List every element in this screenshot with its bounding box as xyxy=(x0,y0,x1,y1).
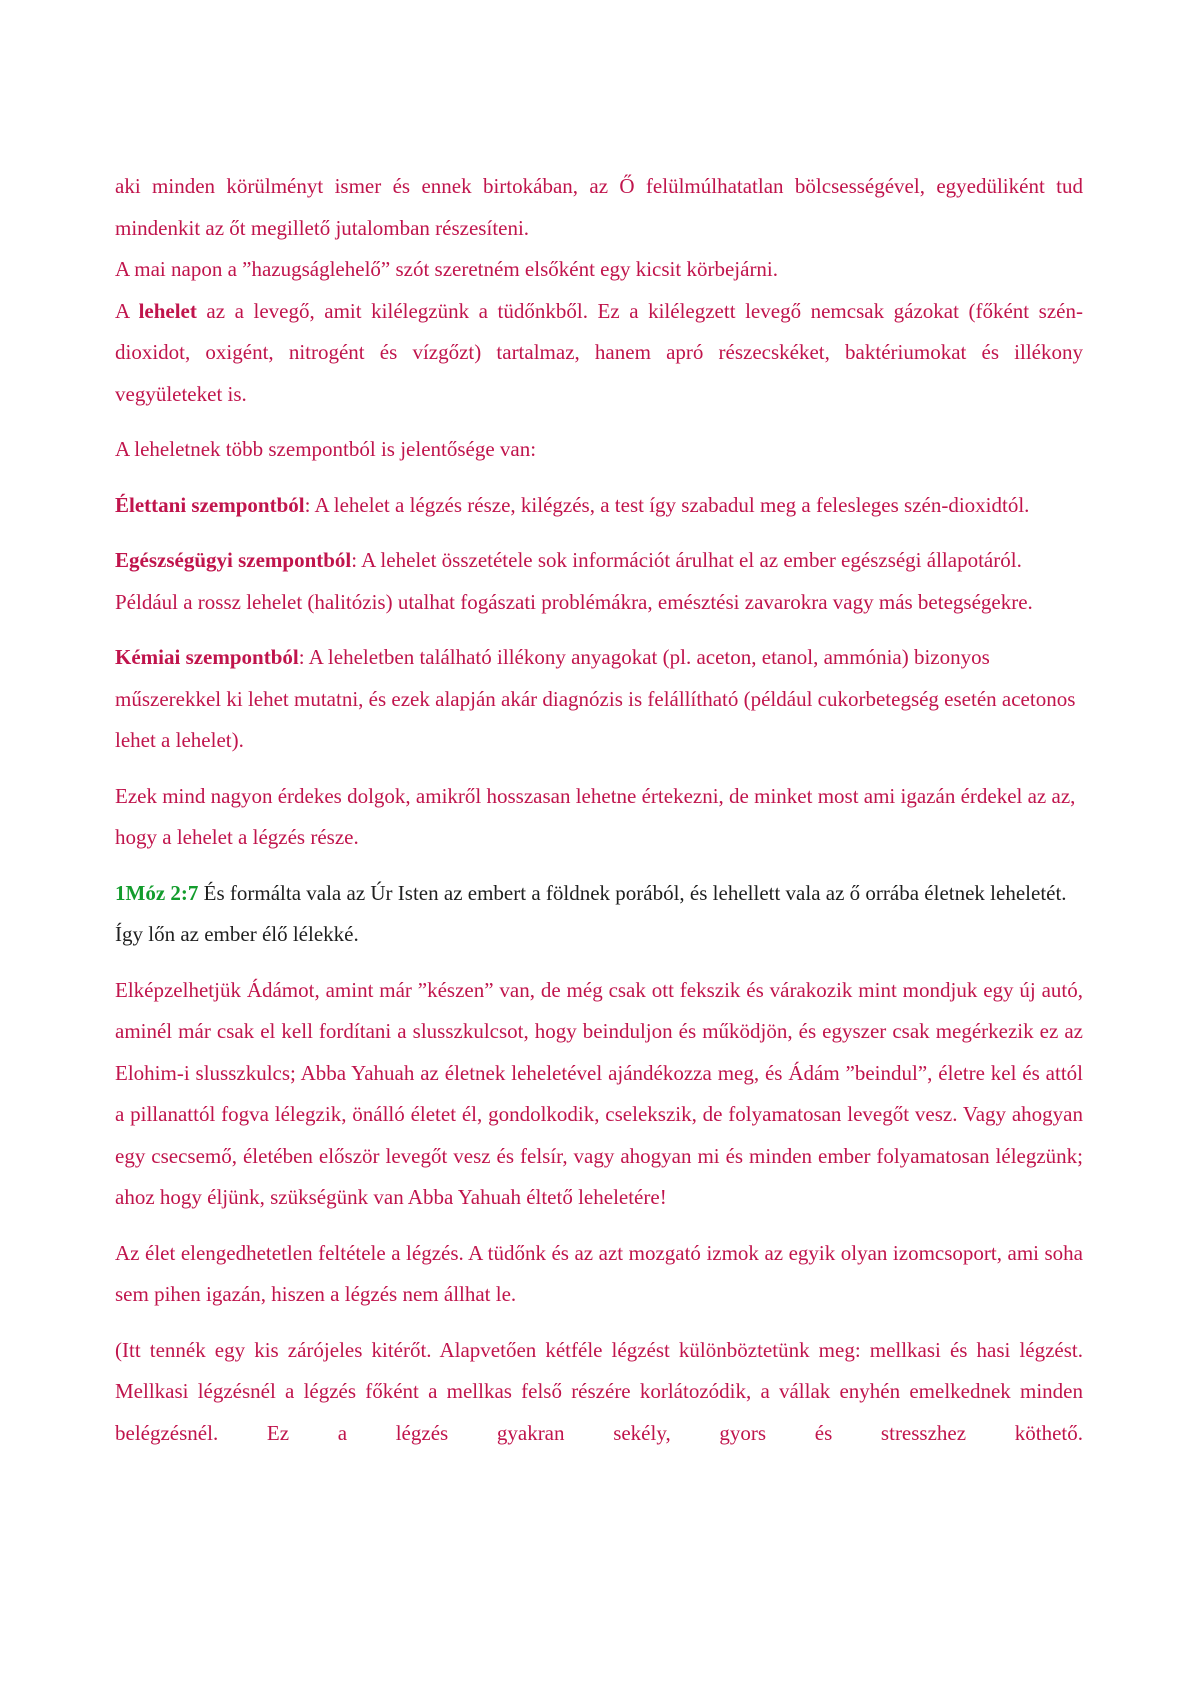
paragraph-lehelet-definition xyxy=(115,291,1083,416)
paragraph-topic: A mai napon a ”hazugságlehelő” szót szeretném elsőként egy kicsit körbejárni. xyxy=(115,257,779,281)
paragraph-significance: A leheletnek több szempontból is jelentősége van: xyxy=(115,437,537,461)
text-segment: A xyxy=(115,298,139,323)
heading-health: Egészségügyi szempontból xyxy=(115,548,352,572)
paragraph-digression: (Itt tennék egy kis zárójeles kitérőt. Alapvetően kétféle légzést különböztetünk meg: mellkasi és hasi légzést. Mellkasi légzésnél a légzés főként a mellkas felső részére korlátozódik, a vállak enyhén emelkednek minden belégzésnél. Ez a légzés gyakran sekély, gyors és stresszhez köthető. xyxy=(115,1337,1083,1445)
paragraph-breathing: Az élet elengedhetetlen feltétele a légzés. A tüdőnk és az azt mozgató izmok az egyik olyan izomcsoport, ami soha sem pihen igazán, hiszen a légzés nem állhat le. xyxy=(115,1240,1083,1306)
term-lehelet: lehelet xyxy=(138,298,197,323)
paragraph-scripture xyxy=(115,873,1083,956)
paragraph-adam: Elképzelhetjük Ádámot, amint már ”készen” van, de még csak ott fekszik és várakozik mint mondjuk egy új autó, aminél már csak el kell fordítani a slusszkulcsot, hogy beinduljon és működjön, és egyszer csak megérkezik ez az Elohim-i slusszkulcs; Abba Yahuah az életnek leheletével ajándékozza meg, és Ádám ”beindul”, életre kel és attól a pillanattól fogva lélegzik, önálló életet él, gondolkodik, cselekszik, de folyamatosan levegőt vesz. Vagy ahogyan egy csecsemő, életében először levegőt vesz és felsír, vagy ahogyan mi és minden ember folyamatosan lélegzünk; ahoz hogy éljünk, szükségünk van Abba Yahuah éltető leheletére! xyxy=(115,977,1083,1209)
paragraph-chemical xyxy=(115,637,1083,762)
text-segment: az a levegő, amit kilélegzünk a tüdőnkből. Ez a kilélegzett levegő nemcsak gázokat (főként szén-dioxidot, oxigént, nitrogént és vízgőzt) tartalmaz, hanem apró részecskéket, baktériumokat és illékony vegyületeket is. xyxy=(115,298,1083,406)
text-segment: : A lehelet összetétele sok információt árulhat el az ember egészségi állapotáról. Például a rossz lehelet (halitózis) utalhat fogászati problémákra, emésztési zavarokra vagy más betegségekre. xyxy=(115,548,1033,614)
paragraph-interest: Ezek mind nagyon érdekes dolgok, amikről hosszasan lehetne értekezni, de minket most ami igazán érdekel az az, hogy a lehelet a légzés része. xyxy=(115,783,1076,849)
document-page xyxy=(115,166,1083,1454)
paragraph-physiological xyxy=(115,485,1083,527)
text-segment: : A lehelet a légzés része, kilégzés, a test így szabadul meg a felesleges szén-dioxidtól. xyxy=(304,492,1030,517)
heading-chemical: Kémiai szempontból xyxy=(115,645,299,669)
text-segment: : A leheletben található illékony anyagokat (pl. aceton, etanol, ammónia) bizonyos műszerekkel ki lehet mutatni, és ezek alapján akár diagnózis is felállítható (például cukorbetegség esetén acetonos lehet a lehelet). xyxy=(115,645,1076,752)
scripture-text: És formálta vala az Úr Isten az embert a földnek porából, és lehellett vala az ő orrába életnek leheletét. Így lőn az ember élő lélekké. xyxy=(115,880,1067,946)
paragraph-health xyxy=(115,540,1083,623)
scripture-reference: 1Móz 2:7 xyxy=(115,880,199,905)
heading-physiological: Élettani szempontból xyxy=(115,492,305,517)
paragraph-intro: aki minden körülményt ismer és ennek birtokában, az Ő felülmúlhatatlan bölcsességével, egyedüliként tud mindenkit az őt megillető jutalomban részesíteni. xyxy=(115,174,1083,240)
